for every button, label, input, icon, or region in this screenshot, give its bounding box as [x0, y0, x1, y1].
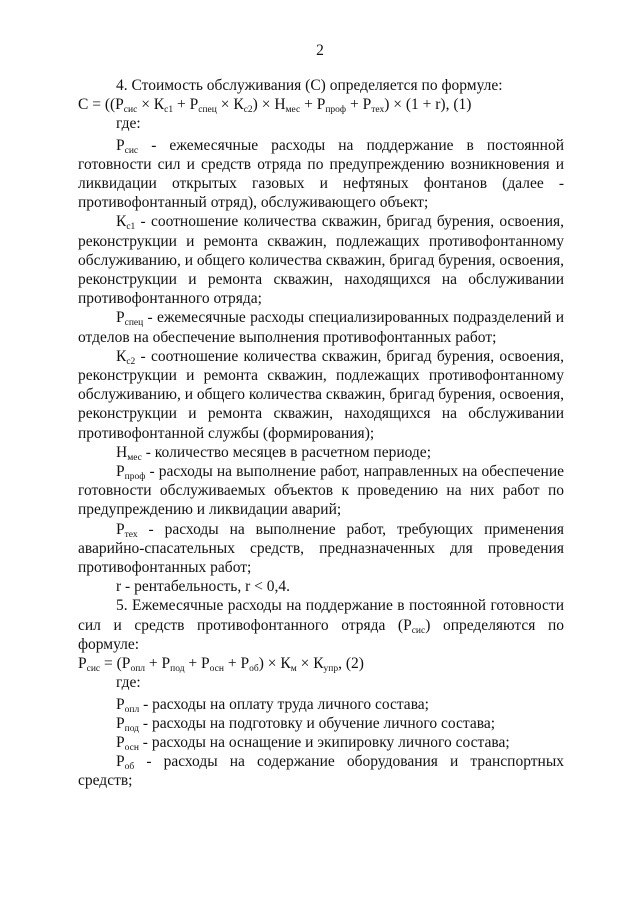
definition-r-profitability: r - рентабельность, r < 0,4. [116, 578, 291, 596]
definition-k-c1: $К_{с1}$ - соотношение количества скважин, бригад бурения, освоения, реконструкции и ремонта скважин, подлежащих противофонтанному обслуживанию, и общего количества скважин, бригад бурения, освоения, реконструкции и ремонта скважин, находящихся на обслуживании противофонтанного отряда; [78, 213, 565, 308]
formula-1: $С = ((Р_{сис} \times К_{с1} + Р_{спец} \times К_{с2}) \times Н_{мес} + Р_{проф} + Р_{тех}) \times (1 + r)$, (1) [78, 96, 472, 116]
definition-n-mes: $Н_{мес}$ - количество месяцев в расчетном периоде; [116, 443, 431, 463]
where-label-2: где: [116, 674, 141, 692]
definition-r-ob: $Р_{об}$ - расходы на содержание оборудования и транспортных средств; [78, 753, 564, 790]
paragraph-4-title: 4. Стоимость обслуживания (С) определяется по формуле: [116, 77, 503, 94]
definition-r-teh: $Р_{тех}$ - расходы на выполнение работ, требующих применения аварийно-спасательных средств, предназначенных для проведения противофонтанных работ; [78, 520, 564, 577]
where-label-1: где: [116, 115, 141, 133]
definition-r-prof: $Р_{проф}$ - расходы на выполнение работ, направленных на обеспечение готовности обслуживаемых объектов к проведению на них работ по предупреждению и ликвидации аварий; [78, 463, 564, 519]
definition-r-pod: $Р_{под}$ - расходы на подготовку и обучение личного состава; [116, 714, 496, 734]
document-body [78, 76, 564, 791]
definition-r-spec: $Р_{спец}$ - ежемесячные расходы специализированных подразделений и отделов на обеспечение выполнения противофонтанных работ; [78, 309, 564, 346]
definition-r-opl: $Р_{опл}$ - расходы на оплату труда личного состава; [116, 695, 429, 715]
formula-2: $Р_{сис} = (Р_{опл} + Р_{под} + Р_{осн} + Р_{об}) \times К_м \times К_{упр}$, (2) [78, 655, 364, 675]
page-number: 2 [316, 42, 324, 59]
definition-k-c2: $К_{с2}$ - соотношение количества скважин, бригад бурения, освоения, реконструкции и ремонта скважин, подлежащих противофонтанному обслуживанию, и общего количества скважин, бригад бурения, освоения, реконструкции и ремонта скважин, находящихся на обслуживании противофонтанной службы (формирования); [78, 347, 565, 442]
definition-r-sis: $Р_{сис}$ - ежемесячные расходы на поддержание в постоянной готовности сил и средств отряда по предупреждению возникновения и ликвидации открытых газовых и нефтяных фонтанов (далее - противофонтанный отряд), обслуживающего объект; [78, 136, 564, 212]
definition-r-osn: $Р_{осн}$ - расходы на оснащение и экипировку личного состава; [116, 733, 510, 753]
paragraph-5: 5. Ежемесячные расходы на поддержание в постоянной готовности сил и средств противофонтанного отряда $(Р_{сис})$ определяются по формуле: [78, 597, 565, 653]
